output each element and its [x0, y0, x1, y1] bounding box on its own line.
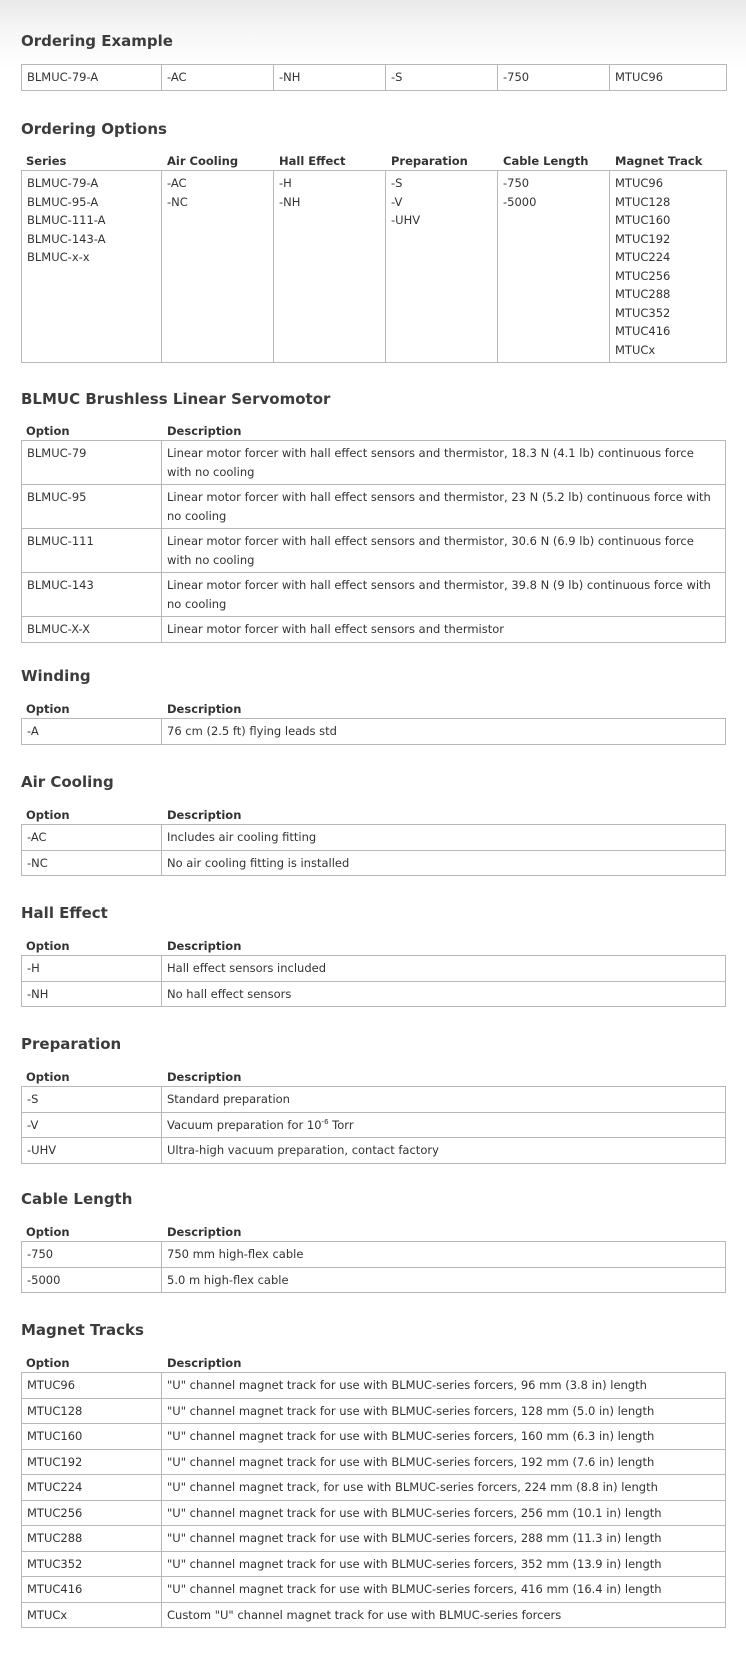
description-cell: Linear motor forcer with hall effect sensors and thermistor, 39.8 N (9 lb) continuous force with no cooling	[162, 573, 726, 617]
description-cell: No hall effect sensors	[162, 981, 726, 1007]
description-cell: "U" channel magnet track, for use with BLMUC-series forcers, 224 mm (8.8 in) length	[162, 1475, 726, 1501]
option-value: -750	[503, 176, 530, 190]
description-cell: "U" channel magnet track for use with BLMUC-series forcers, 96 mm (3.8 in) length	[162, 1373, 726, 1399]
example-magnet-track: MTUC96	[610, 65, 727, 91]
option-value: -NC	[167, 194, 188, 209]
table-row	[22, 1267, 726, 1293]
description-cell: "U" channel magnet track for use with BLMUC-series forcers, 160 mm (6.3 in) length	[162, 1424, 726, 1450]
air-cooling-table	[21, 824, 726, 876]
header-option: Option	[26, 424, 70, 438]
option-cell: -NH	[22, 981, 162, 1007]
example-air-cooling: -AC	[162, 65, 274, 91]
option-value: MTUC128	[615, 194, 671, 209]
header-preparation: Preparation	[391, 154, 468, 168]
table-row	[22, 441, 726, 485]
header-option: Option	[26, 1070, 70, 1084]
table-row	[22, 617, 726, 643]
option-value: MTUC288	[615, 287, 671, 301]
winding-title: Winding	[21, 667, 91, 685]
magnet-tracks-title: Magnet Tracks	[21, 1321, 144, 1339]
description-cell: Linear motor forcer with hall effect sensors and thermistor, 30.6 N (6.9 lb) continuous force with no cooling	[162, 529, 726, 573]
header-hall-effect: Hall Effect	[279, 154, 346, 168]
option-cell: BLMUC-79	[22, 441, 162, 485]
option-cell: MTUC128	[22, 1398, 162, 1424]
table-row	[22, 1475, 726, 1501]
option-cell: MTUC192	[22, 1449, 162, 1475]
ordering-options-title: Ordering Options	[21, 120, 167, 138]
description-cell: Linear motor forcer with hall effect sensors and thermistor, 18.3 N (4.1 lb) continuous force with no cooling	[162, 441, 726, 485]
preparation-header	[21, 1068, 725, 1086]
description-cell: Linear motor forcer with hall effect sensors and thermistor, 23 N (5.2 lb) continuous force with no cooling	[162, 485, 726, 529]
cable-length-table	[21, 1241, 726, 1293]
option-value: -H	[279, 176, 292, 190]
table-row	[22, 485, 726, 529]
header-description: Description	[167, 424, 242, 438]
option-value: -S	[391, 176, 403, 190]
header-description: Description	[167, 1225, 242, 1239]
option-cell: BLMUC-X-X	[22, 617, 162, 643]
cable-length-header	[21, 1223, 725, 1241]
option-cell: MTUCx	[22, 1602, 162, 1628]
header-cable-length: Cable Length	[503, 154, 589, 168]
option-value: MTUC416	[615, 324, 671, 338]
motor-title: BLMUC Brushless Linear Servomotor	[21, 390, 331, 408]
option-value: -5000	[503, 194, 537, 209]
table-row	[22, 981, 726, 1007]
option-value: BLMUC-79-A	[27, 176, 99, 190]
option-cell: MTUC288	[22, 1526, 162, 1552]
table-row	[22, 1242, 726, 1268]
table-row	[22, 65, 727, 91]
ordering-options-header	[21, 152, 725, 170]
description-cell: "U" channel magnet track for use with BLMUC-series forcers, 288 mm (11.3 in) length	[162, 1526, 726, 1552]
description-cell: No air cooling fitting is installed	[162, 850, 726, 876]
header-description: Description	[167, 1356, 242, 1370]
table-row	[22, 1602, 726, 1628]
description-cell: Includes air cooling fitting	[162, 825, 726, 851]
description-cell	[162, 1112, 726, 1138]
table-row	[22, 1138, 726, 1164]
cable-length-title: Cable Length	[21, 1190, 133, 1208]
option-value: MTUC352	[615, 305, 671, 320]
option-cell: MTUC352	[22, 1551, 162, 1577]
description-cell: Linear motor forcer with hall effect sensors and thermistor	[162, 617, 726, 643]
option-cell: MTUC96	[22, 1373, 162, 1399]
option-cell: -AC	[22, 825, 162, 851]
option-cell: -H	[22, 956, 162, 982]
description-text-after: Torr	[328, 1117, 354, 1132]
ordering-example-table	[21, 64, 727, 91]
option-cell: MTUC224	[22, 1475, 162, 1501]
option-value: BLMUC-111-A	[27, 213, 106, 227]
description-cell: Hall effect sensors included	[162, 956, 726, 982]
header-description: Description	[167, 702, 242, 716]
example-preparation: -S	[386, 65, 498, 91]
preparation-title: Preparation	[21, 1035, 122, 1053]
option-cell: -5000	[22, 1267, 162, 1293]
description-cell: "U" channel magnet track for use with BLMUC-series forcers, 416 mm (16.4 in) length	[162, 1577, 726, 1603]
winding-header	[21, 700, 725, 718]
table-row	[22, 850, 726, 876]
options-magnet-track-cell	[610, 171, 727, 363]
header-option: Option	[26, 1225, 70, 1239]
description-cell: "U" channel magnet track for use with BLMUC-series forcers, 256 mm (10.1 in) length	[162, 1500, 726, 1526]
example-hall-effect: -NH	[274, 65, 386, 91]
description-cell: 76 cm (2.5 ft) flying leads std	[162, 719, 726, 745]
option-value: MTUC96	[615, 176, 664, 190]
description-cell: "U" channel magnet track for use with BLMUC-series forcers, 192 mm (7.6 in) length	[162, 1449, 726, 1475]
option-value: MTUC256	[615, 268, 671, 283]
option-cell: -UHV	[22, 1138, 162, 1164]
table-row	[22, 1373, 726, 1399]
option-value: -NH	[279, 194, 301, 209]
option-value: BLMUC-95-A	[27, 194, 99, 209]
example-series: BLMUC-79-A	[22, 65, 162, 91]
option-cell: BLMUC-95	[22, 485, 162, 529]
table-row	[22, 573, 726, 617]
option-cell: -S	[22, 1087, 162, 1113]
header-option: Option	[26, 1356, 70, 1370]
example-cable-length: -750	[498, 65, 610, 91]
table-row	[22, 1577, 726, 1603]
option-value: -V	[391, 194, 403, 209]
header-option: Option	[26, 702, 70, 716]
header-magnet-track: Magnet Track	[615, 154, 703, 168]
options-cable-length-cell	[498, 171, 610, 363]
table-row	[22, 1526, 726, 1552]
winding-table	[21, 718, 726, 745]
option-cell: MTUC160	[22, 1424, 162, 1450]
description-cell: "U" channel magnet track for use with BLMUC-series forcers, 352 mm (13.9 in) length	[162, 1551, 726, 1577]
option-cell: -NC	[22, 850, 162, 876]
ordering-options-table	[21, 170, 727, 363]
option-value: MTUC160	[615, 213, 671, 227]
table-row	[22, 1398, 726, 1424]
table-row	[22, 956, 726, 982]
options-series-cell	[22, 171, 162, 363]
table-row	[22, 825, 726, 851]
air-cooling-header	[21, 806, 725, 824]
table-row	[22, 1087, 726, 1113]
option-value: -AC	[167, 176, 187, 190]
option-cell: MTUC416	[22, 1577, 162, 1603]
option-cell: BLMUC-111	[22, 529, 162, 573]
options-air-cooling-cell	[162, 171, 274, 363]
table-row	[22, 719, 726, 745]
header-description: Description	[167, 808, 242, 822]
option-value: BLMUC-143-A	[27, 231, 106, 246]
description-cell: 750 mm high-flex cable	[162, 1242, 726, 1268]
options-preparation-cell	[386, 171, 498, 363]
option-cell: BLMUC-143	[22, 573, 162, 617]
table-row	[22, 1449, 726, 1475]
air-cooling-title: Air Cooling	[21, 773, 114, 791]
header-option: Option	[26, 808, 70, 822]
motor-table	[21, 440, 726, 643]
option-cell: MTUC256	[22, 1500, 162, 1526]
option-value: -UHV	[391, 213, 421, 227]
option-value: MTUCx	[615, 342, 656, 357]
preparation-table	[21, 1086, 726, 1164]
option-value: BLMUC-x-x	[27, 250, 90, 264]
table-row	[22, 1112, 726, 1138]
table-row	[22, 1424, 726, 1450]
header-description: Description	[167, 1070, 242, 1084]
table-row	[22, 1551, 726, 1577]
description-cell: "U" channel magnet track for use with BLMUC-series forcers, 128 mm (5.0 in) length	[162, 1398, 726, 1424]
option-value: MTUC224	[615, 250, 671, 264]
table-row	[22, 529, 726, 573]
options-hall-effect-cell	[274, 171, 386, 363]
magnet-tracks-header	[21, 1354, 725, 1372]
description-cell: 5.0 m high-flex cable	[162, 1267, 726, 1293]
description-cell: Ultra-high vacuum preparation, contact factory	[162, 1138, 726, 1164]
option-value: MTUC192	[615, 231, 671, 246]
header-description: Description	[167, 939, 242, 953]
motor-header	[21, 422, 725, 440]
option-cell: -V	[22, 1112, 162, 1138]
option-cell: -A	[22, 719, 162, 745]
description-cell: Custom "U" channel magnet track for use with BLMUC-series forcers	[162, 1602, 726, 1628]
header-option: Option	[26, 939, 70, 953]
description-cell: Standard preparation	[162, 1087, 726, 1113]
header-air-cooling: Air Cooling	[167, 154, 239, 168]
header-series: Series	[26, 154, 67, 168]
table-row	[22, 1500, 726, 1526]
hall-effect-header	[21, 937, 725, 955]
option-cell: -750	[22, 1242, 162, 1268]
ordering-example-title: Ordering Example	[21, 32, 173, 50]
hall-effect-title: Hall Effect	[21, 904, 108, 922]
magnet-tracks-table	[21, 1372, 726, 1628]
exponent: -6	[321, 1117, 329, 1126]
table-row	[22, 171, 727, 363]
hall-effect-table	[21, 955, 726, 1007]
description-text: Vacuum preparation for 10	[167, 1117, 322, 1132]
